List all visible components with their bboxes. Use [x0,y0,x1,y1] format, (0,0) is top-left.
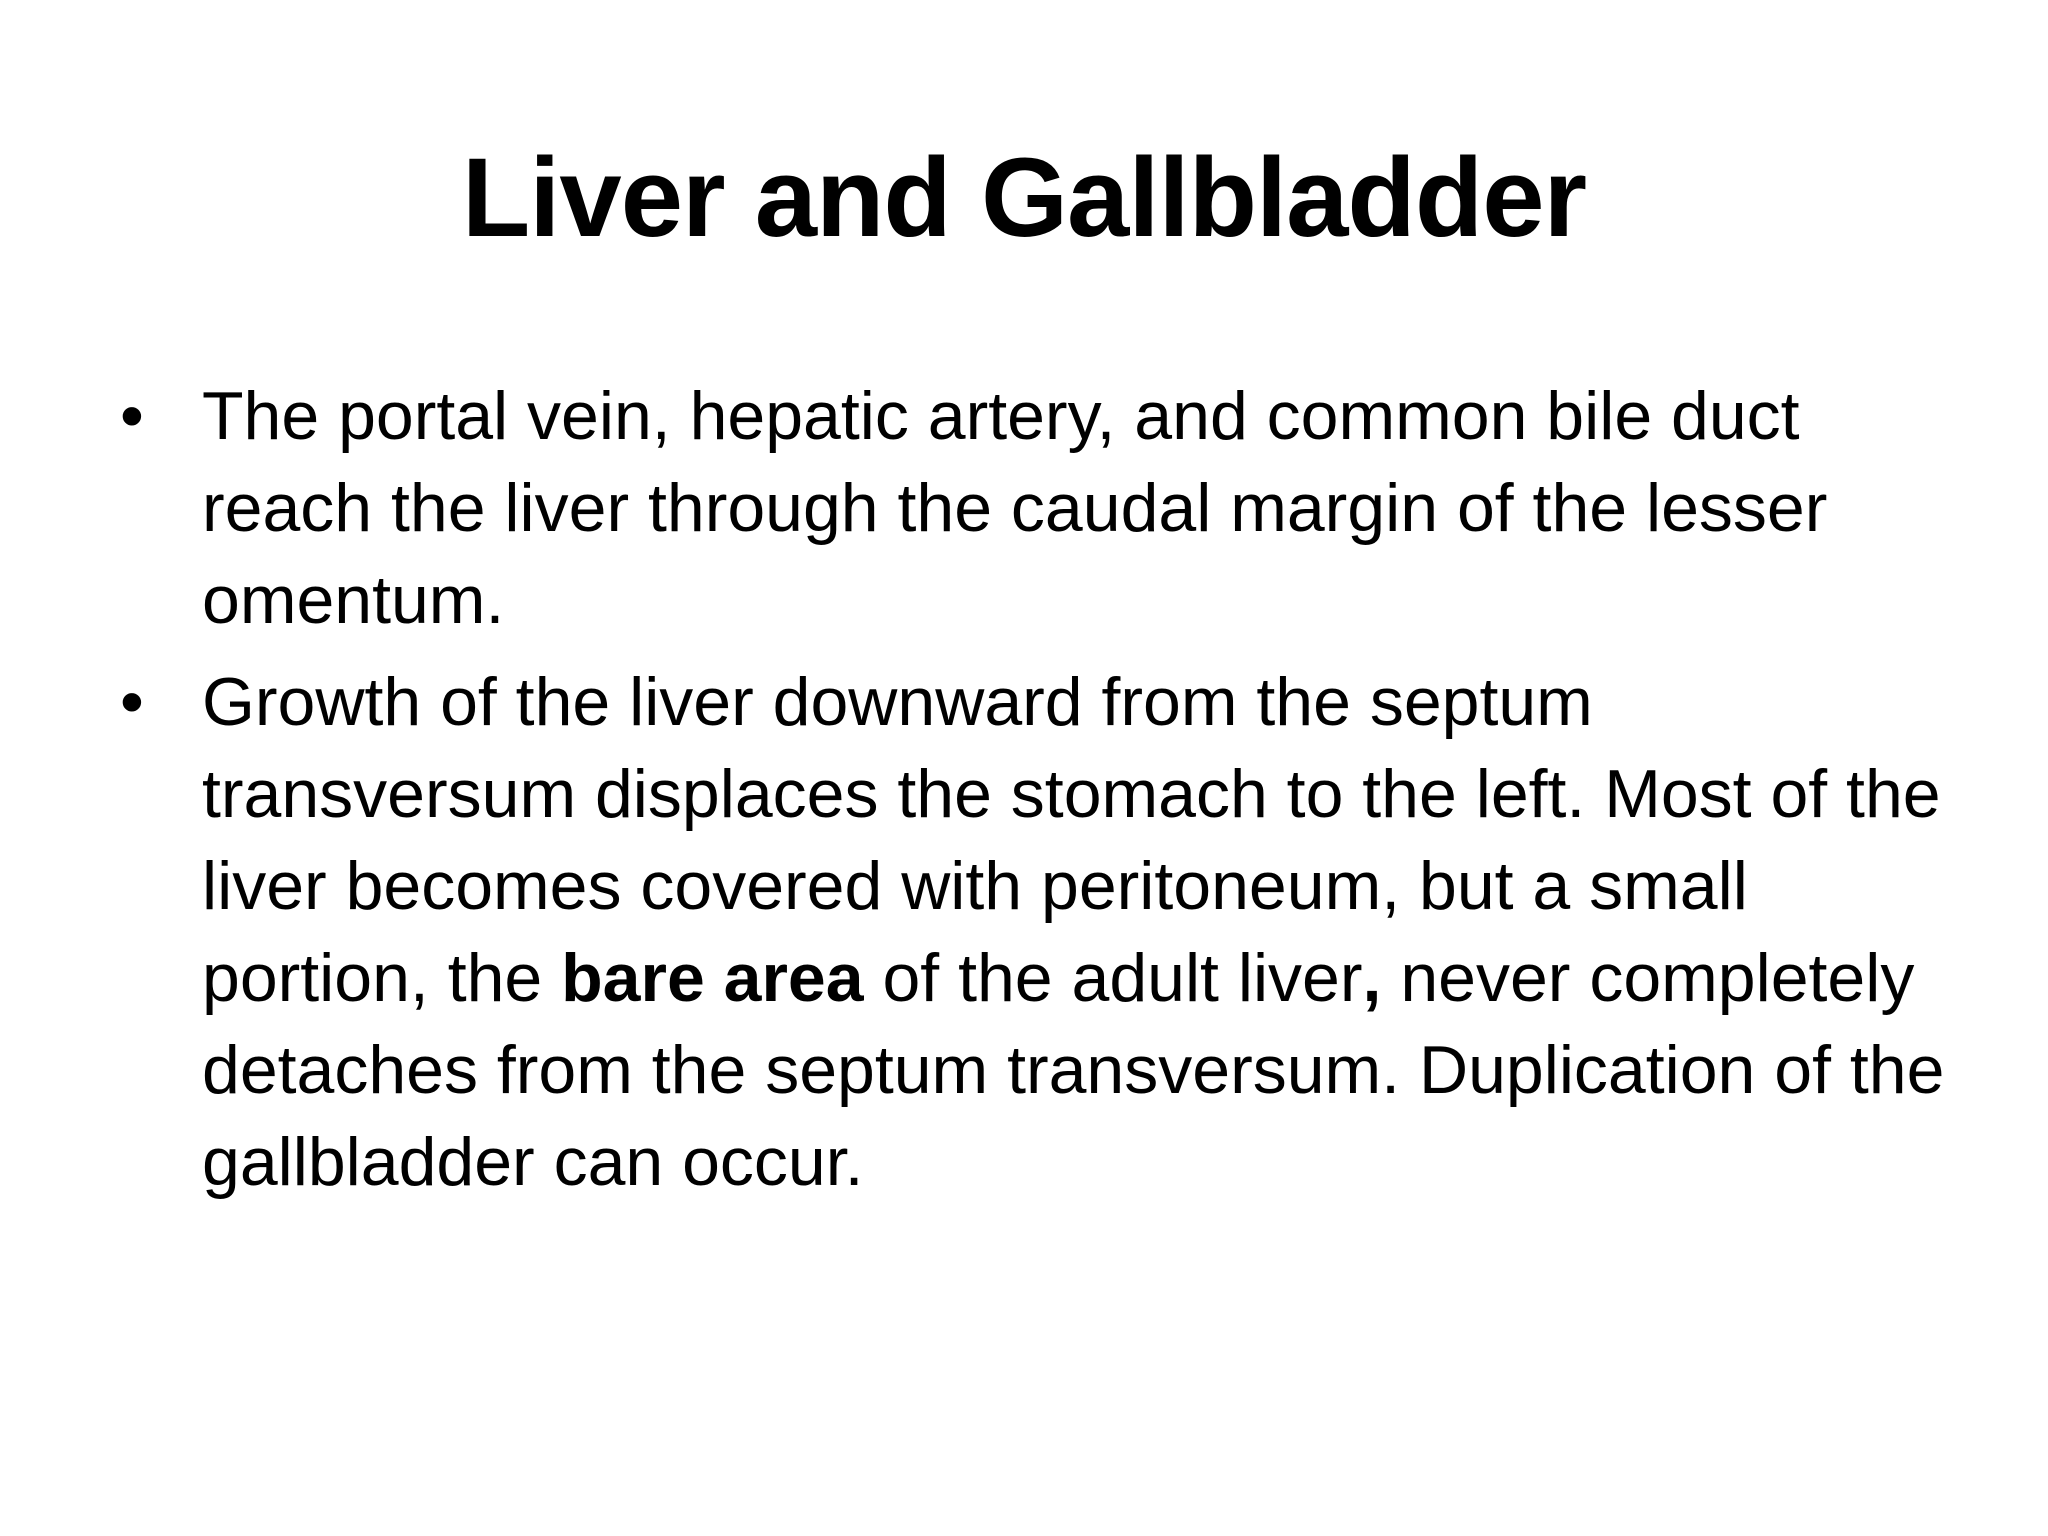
bold-comma: , [1362,940,1382,1016]
bullet-icon: • [120,378,144,454]
bold-term-bare-area: bare area [561,940,864,1016]
bullet-text: never completely detaches from the septum transversum. Duplication of the gallbladder can occur. [202,940,1945,1200]
bullet-item-2 [120,656,1950,1208]
slide-title: Liver and Gallbladder [461,135,1587,260]
bullet-list [120,370,1950,1218]
bullet-text: Growth of the liver downward from the septum transversum displaces the stomach to the left. Most of the liver becomes covered with peritoneum, but a small portion, the [202,664,1941,1016]
bullet-text: of the adult liver [863,940,1363,1016]
bullet-icon: • [120,664,144,740]
bullet-text: The portal vein, hepatic artery, and common bile duct reach the liver through the caudal margin of the lesser omentum. [202,378,1828,638]
bullet-item-1 [120,370,1950,646]
